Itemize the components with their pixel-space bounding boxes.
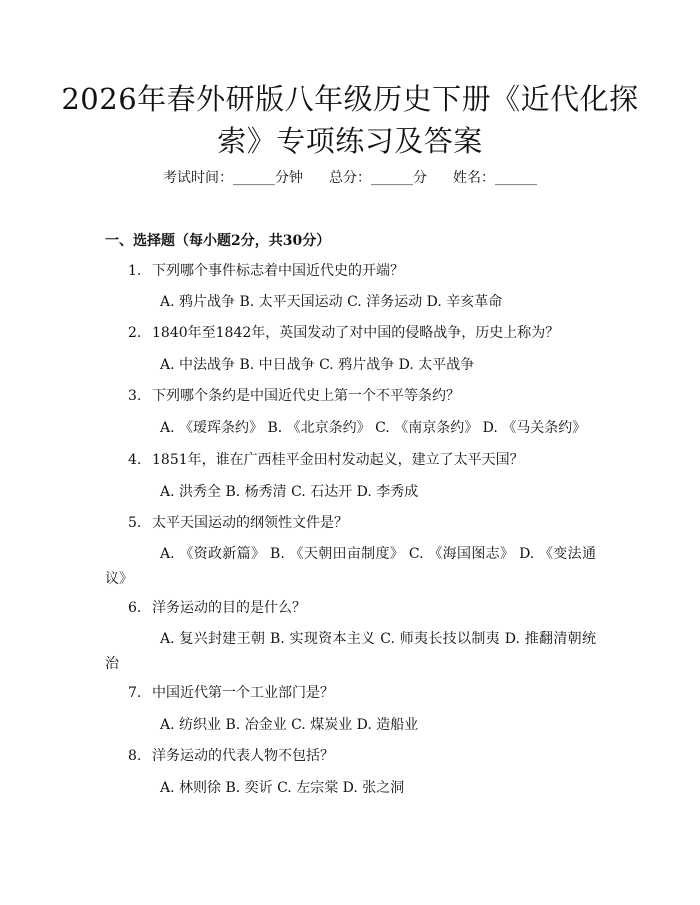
question-text: 洋务运动的目的是什么？ <box>152 600 306 616</box>
question-options: A. 林则徐 B. 奕䜣 C. 左宗棠 D. 张之洞 <box>160 780 405 796</box>
question-text: 下列哪个条约是中国近代史上第一个不平等条约？ <box>152 388 460 404</box>
question-options: A. 鸦片战争 B. 太平天国运动 C. 洋务运动 D. 辛亥革命 <box>160 294 503 310</box>
question-number: 2. <box>128 325 142 341</box>
question-options: A. 复兴封建王朝 B. 实现资本主义 C. 师夷长技以制夷 D. 推翻清朝统治 <box>105 631 596 672</box>
question-text: 1851年，谁在广西桂平金田村发动起义，建立了太平天国？ <box>152 452 524 468</box>
section-heading: 一、选择题（每小题2分，共30分） <box>105 233 331 249</box>
question-stem <box>128 683 630 703</box>
question-number: 6. <box>128 600 142 616</box>
question-stem <box>128 323 630 343</box>
student-name-field: 姓名：______ <box>453 170 537 186</box>
question-number: 7. <box>128 685 142 701</box>
question-options: A. 中法战争 B. 中日战争 C. 鸦片战争 D. 太平战争 <box>160 357 475 373</box>
question-text: 中国近代第一个工业部门是？ <box>152 685 334 701</box>
question-text: 1840年至1842年，英国发动了对中国的侵略战争，历史上称为？ <box>152 325 560 341</box>
question-options: A. 《资政新篇》 B. 《天朝田亩制度》 C. 《海国图志》 D. 《变法通议》 <box>105 546 596 587</box>
question-number: 5. <box>128 515 142 531</box>
question-stem <box>128 450 630 470</box>
exam-info-line <box>0 168 700 188</box>
question-stem <box>128 746 630 766</box>
question-number: 3. <box>128 388 142 404</box>
question-options: A. 洪秀全 B. 杨秀清 C. 石达开 D. 李秀成 <box>160 484 419 500</box>
question-text: 太平天国运动的纲领性文件是？ <box>152 515 348 531</box>
question-text: 洋务运动的代表人物不包括？ <box>152 748 334 764</box>
question-number: 8. <box>128 748 142 764</box>
total-score-field: 总分：______分 <box>329 170 427 186</box>
exam-time-field: 考试时间：______分钟 <box>163 170 303 186</box>
question-options: A. 纺织业 B. 冶金业 C. 煤炭业 D. 造船业 <box>160 717 419 733</box>
document-title: 2026年春外研版八年级历史下册《近代化探索》专项练习及答案 <box>61 82 639 158</box>
question-text: 下列哪个事件标志着中国近代史的开端？ <box>152 263 404 279</box>
question-number: 4. <box>128 452 142 468</box>
question-stem <box>128 261 630 281</box>
question-options: A. 《瑷珲条约》 B. 《北京条约》 C. 《南京条约》 D. 《马关条约》 <box>160 420 587 436</box>
question-number: 1. <box>128 263 142 279</box>
question-stem <box>128 386 630 406</box>
question-stem <box>128 513 630 533</box>
question-stem <box>128 598 630 618</box>
